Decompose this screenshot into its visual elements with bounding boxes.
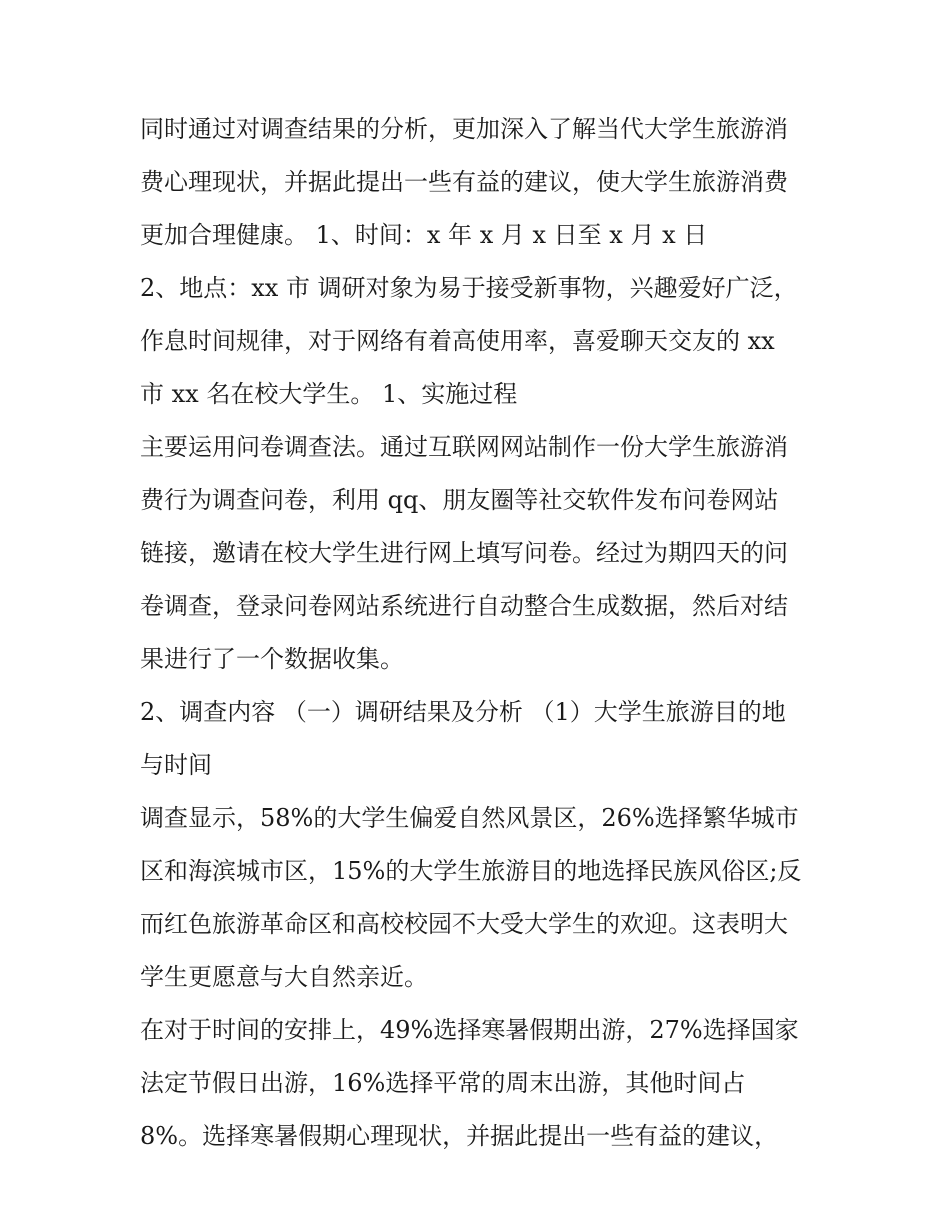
document-body: [140, 103, 820, 1163]
text-line: 主要运用问卷调查法。通过互联网网站制作一份大学生旅游消: [140, 433, 788, 461]
text-line: 与时间: [140, 751, 212, 779]
text-line: 8%。选择寒暑假期心理现状，并据此提出一些有益的建议，: [140, 1122, 779, 1150]
text-line: 市 xx 名在校大学生。 1、实施过程: [140, 380, 518, 408]
text-line: 2、调查内容 （一）调研结果及分析 （1）大学生旅游目的地: [140, 698, 786, 726]
text-line: 学生更愿意与大自然亲近。: [140, 963, 428, 991]
text-line: 费心理现状，并据此提出一些有益的建议，使大学生旅游消费: [140, 168, 788, 196]
text-line: 调查显示，58%的大学生偏爱自然风景区，26%选择繁华城市: [140, 804, 799, 832]
text-line: 更加合理健康。 1、时间：x 年 x 月 x 日至 x 月 x 日: [140, 221, 708, 249]
text-line: 同时通过对调查结果的分析，更加深入了解当代大学生旅游消: [140, 115, 788, 143]
text-line: 在对于时间的安排上，49%选择寒暑假期出游，27%选择国家: [140, 1016, 799, 1044]
text-line: 作息时间规律，对于网络有着高使用率，喜爱聊天交友的 xx: [140, 327, 775, 355]
text-line: 卷调查，登录问卷网站系统进行自动整合生成数据，然后对结: [140, 592, 788, 620]
text-line: 而红色旅游革命区和高校校园不大受大学生的欢迎。这表明大: [140, 910, 788, 938]
text-line: 法定节假日出游，16%选择平常的周末出游，其他时间占: [140, 1069, 746, 1097]
text-line: 链接，邀请在校大学生进行网上填写问卷。经过为期四天的问: [140, 539, 788, 567]
text-line: 果进行了一个数据收集。: [140, 645, 404, 673]
text-line: 费行为调查问卷，利用 qq、朋友圈等社交软件发布问卷网站: [140, 486, 779, 514]
text-line: 2、地点：xx 市 调研对象为易于接受新事物，兴趣爱好广泛，: [140, 274, 798, 302]
text-line: 区和海滨城市区，15%的大学生旅游目的地选择民族风俗区;反: [140, 857, 802, 885]
